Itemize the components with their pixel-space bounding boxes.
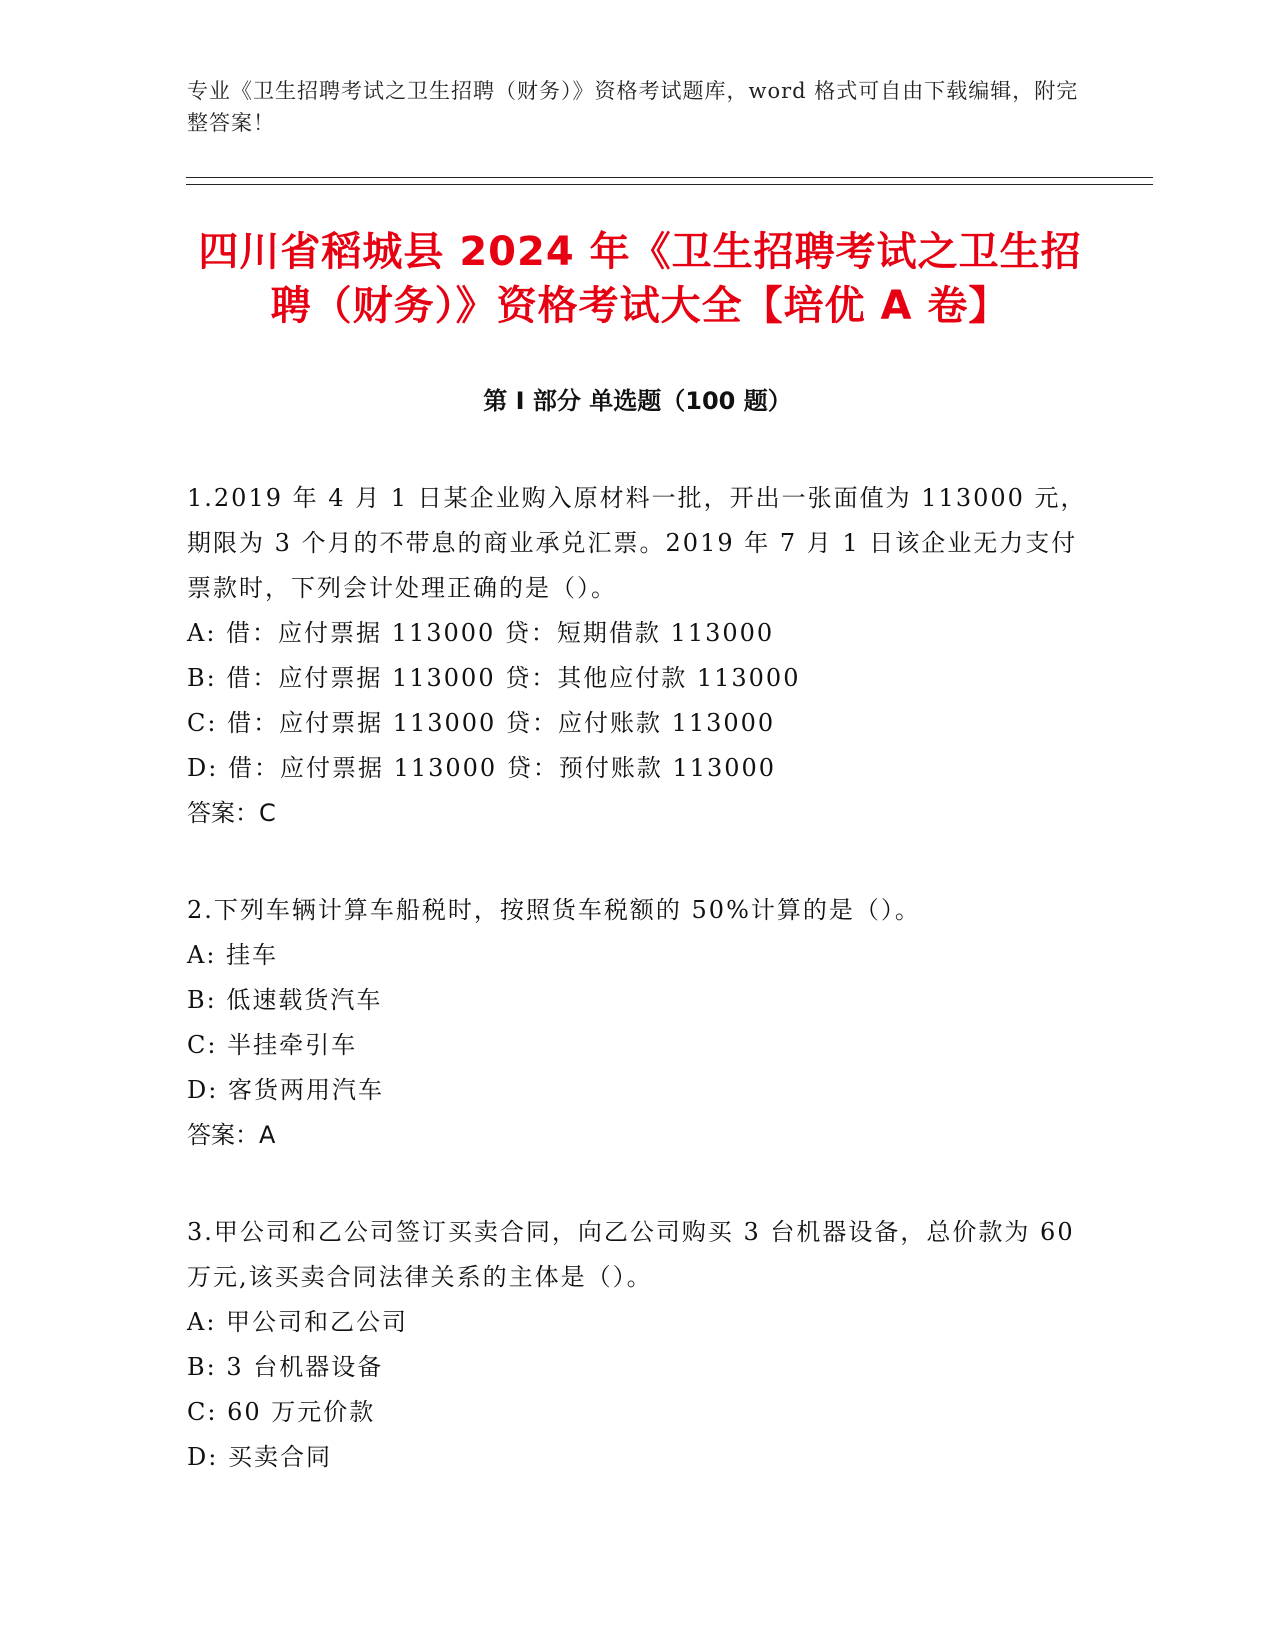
question-stem: 3.甲公司和乙公司签订买卖合同，向乙公司购买 3 台机器设备，总价款为 60 万元,该买卖合同法律关系的主体是（）。 [187, 1218, 1075, 1291]
header-divider-bottom [186, 184, 1153, 185]
answer: 答案：C [187, 799, 276, 827]
question-stem: 2.下列车辆计算车船税时，按照货车税额的 50%计算的是（）。 [187, 896, 921, 924]
option-c: C: 60 万元价款 [187, 1398, 376, 1426]
option-b: B: 低速载货汽车 [187, 986, 383, 1014]
question-1 [187, 476, 1087, 836]
option-a: A: 挂车 [187, 941, 279, 969]
question-stem: 1.2019 年 4 月 1 日某企业购入原材料一批，开出一张面值为 113000 元，期限为 3 个月的不带息的商业承兑汇票。2019 年 7 月 1 日该企业无力支付票款时，下列会计处理正确的是（）。 [187, 484, 1087, 602]
option-d: D: 借：应付票据 113000 贷：预付账款 113000 [187, 754, 777, 782]
question-2 [187, 888, 1087, 1158]
question-list [187, 476, 1087, 1532]
answer: 答案：A [187, 1121, 276, 1149]
option-b: B: 借：应付票据 113000 贷：其他应付款 113000 [187, 664, 801, 692]
header-note: 专业《卫生招聘考试之卫生招聘（财务）》资格考试题库，word 格式可自由下载编辑，附完整答案！ [187, 79, 1079, 135]
option-a: A: 甲公司和乙公司 [187, 1308, 409, 1336]
option-c: C: 借：应付票据 113000 贷：应付账款 113000 [187, 709, 776, 737]
section-heading: 第 I 部分 单选题（100 题） [483, 387, 792, 415]
document-title: 四川省稻城县 2024 年《卫生招聘考试之卫生招聘（财务）》资格考试大全【培优 A 卷】 [198, 229, 1082, 329]
question-3 [187, 1210, 1087, 1480]
option-b: B: 3 台机器设备 [187, 1353, 384, 1381]
option-c: C: 半挂牵引车 [187, 1031, 358, 1059]
option-d: D: 客货两用汽车 [187, 1076, 384, 1104]
option-d: D: 买卖合同 [187, 1443, 332, 1471]
option-a: A: 借：应付票据 113000 贷：短期借款 113000 [187, 619, 775, 647]
header-divider-top [186, 177, 1153, 178]
